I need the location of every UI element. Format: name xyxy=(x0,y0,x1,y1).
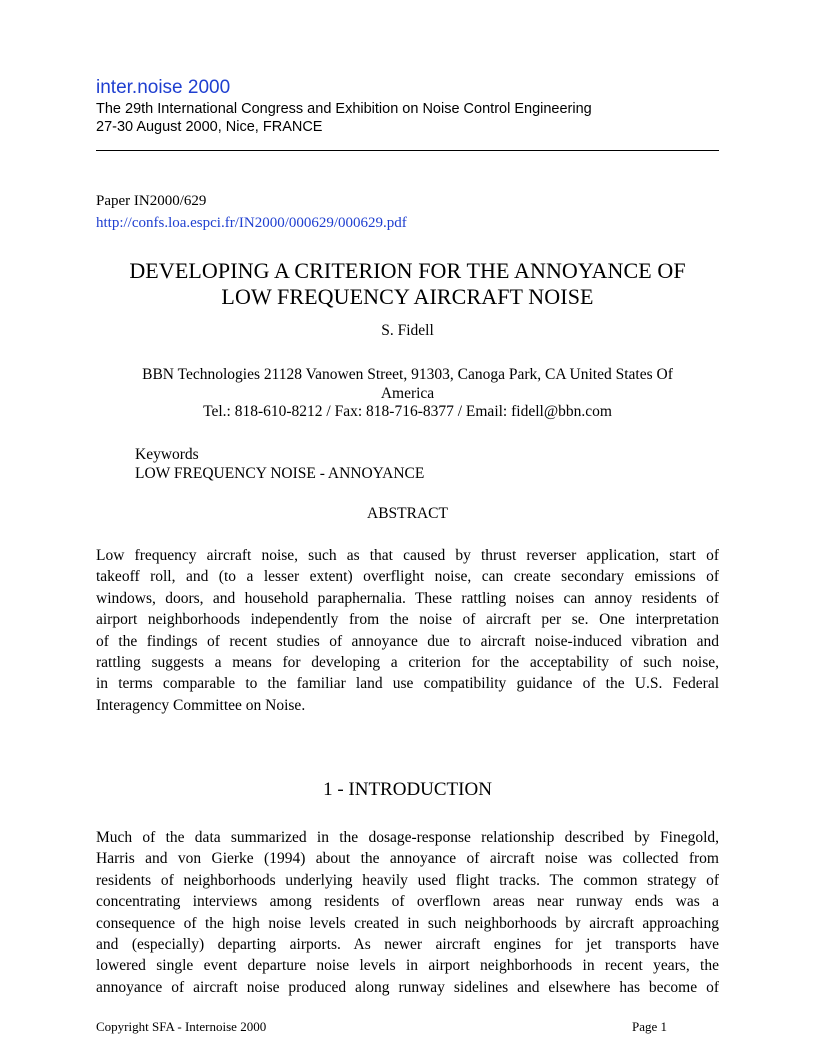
paper-title-line-2: LOW FREQUENCY AIRCRAFT NOISE xyxy=(221,284,594,309)
paper-url-link[interactable]: http://confs.loa.espci.fr/IN2000/000629/000629.pdf xyxy=(96,215,407,231)
conference-subtitle: The 29th International Congress and Exhibition on Noise Control Engineering xyxy=(96,101,592,117)
introduction-line: consequence of the high noise levels created in such neighborhoods by aircraft approaching xyxy=(96,914,719,932)
introduction-line: and (especially) departing airports. As newer aircraft engines for jet transports have xyxy=(96,935,719,953)
abstract-line: takeoff roll, and (to a lesser extent) overflight noise, can create secondary emissions of xyxy=(96,568,719,586)
footer-copyright: Copyright SFA - Internoise 2000 xyxy=(96,1019,267,1034)
conference-date-location: 27-30 August 2000, Nice, FRANCE xyxy=(96,119,323,135)
paper-id: Paper IN2000/629 xyxy=(96,193,207,209)
introduction-line: residents of neighborhoods underlying heavily used flight tracks. The common strategy of xyxy=(96,871,719,889)
footer-page-number: Page 1 xyxy=(632,1019,668,1034)
abstract-line: Low frequency aircraft noise, such as that caused by thrust reverser application, start of xyxy=(96,547,719,564)
introduction-line: Harris and von Gierke (1994) about the annoyance of aircraft noise was collected from xyxy=(96,850,719,868)
introduction-line: annoyance of aircraft noise produced along runway sidelines and elsewhere has become of xyxy=(96,978,719,996)
introduction-line: concentrating interviews among residents of overflown areas near runway ends was a xyxy=(96,893,719,911)
affiliation-line-1: BBN Technologies 21128 Vanowen Street, 91303, Canoga Park, CA United States Of xyxy=(142,366,673,383)
abstract-line: windows, doors, and household paraphernalia. These rattling noises can annoy residents of xyxy=(96,589,719,607)
keywords-label: Keywords xyxy=(135,446,199,463)
introduction-line: lowered single event departure noise levels in airport neighborhoods in recent years, the xyxy=(96,957,719,975)
introduction-paragraph xyxy=(96,827,719,998)
abstract-line: airport neighborhoods independently from the noise of aircraft per se. One interpretation xyxy=(96,611,719,629)
abstract-line: rattling suggests a means for developing a criterion for the acceptability of such noise, xyxy=(96,653,719,671)
header-divider xyxy=(96,150,719,151)
keywords-value: LOW FREQUENCY NOISE - ANNOYANCE xyxy=(135,465,425,482)
author-name: S. Fidell xyxy=(381,322,434,339)
conference-name: inter.noise 2000 xyxy=(96,77,231,98)
abstract-line: Interagency Committee on Noise. xyxy=(96,696,306,714)
introduction-line: Much of the data summarized in the dosage-response relationship described by Finegold, xyxy=(96,829,719,846)
contact-info: Tel.: 818-610-8212 / Fax: 818-716-8377 / Email: fidell@bbn.com xyxy=(203,403,612,420)
paper-title-line-1: DEVELOPING A CRITERION FOR THE ANNOYANCE OF xyxy=(129,258,686,283)
affiliation-line-2: America xyxy=(380,385,435,402)
abstract-paragraph xyxy=(96,545,719,716)
abstract-line: of the findings of recent studies of annoyance due to aircraft noise-induced vibration and xyxy=(96,632,719,650)
introduction-heading: 1 - INTRODUCTION xyxy=(323,779,492,800)
abstract-line: in terms comparable to the familiar land use compatibility guidance of the U.S. Federal xyxy=(96,675,719,693)
abstract-heading: ABSTRACT xyxy=(367,505,448,522)
